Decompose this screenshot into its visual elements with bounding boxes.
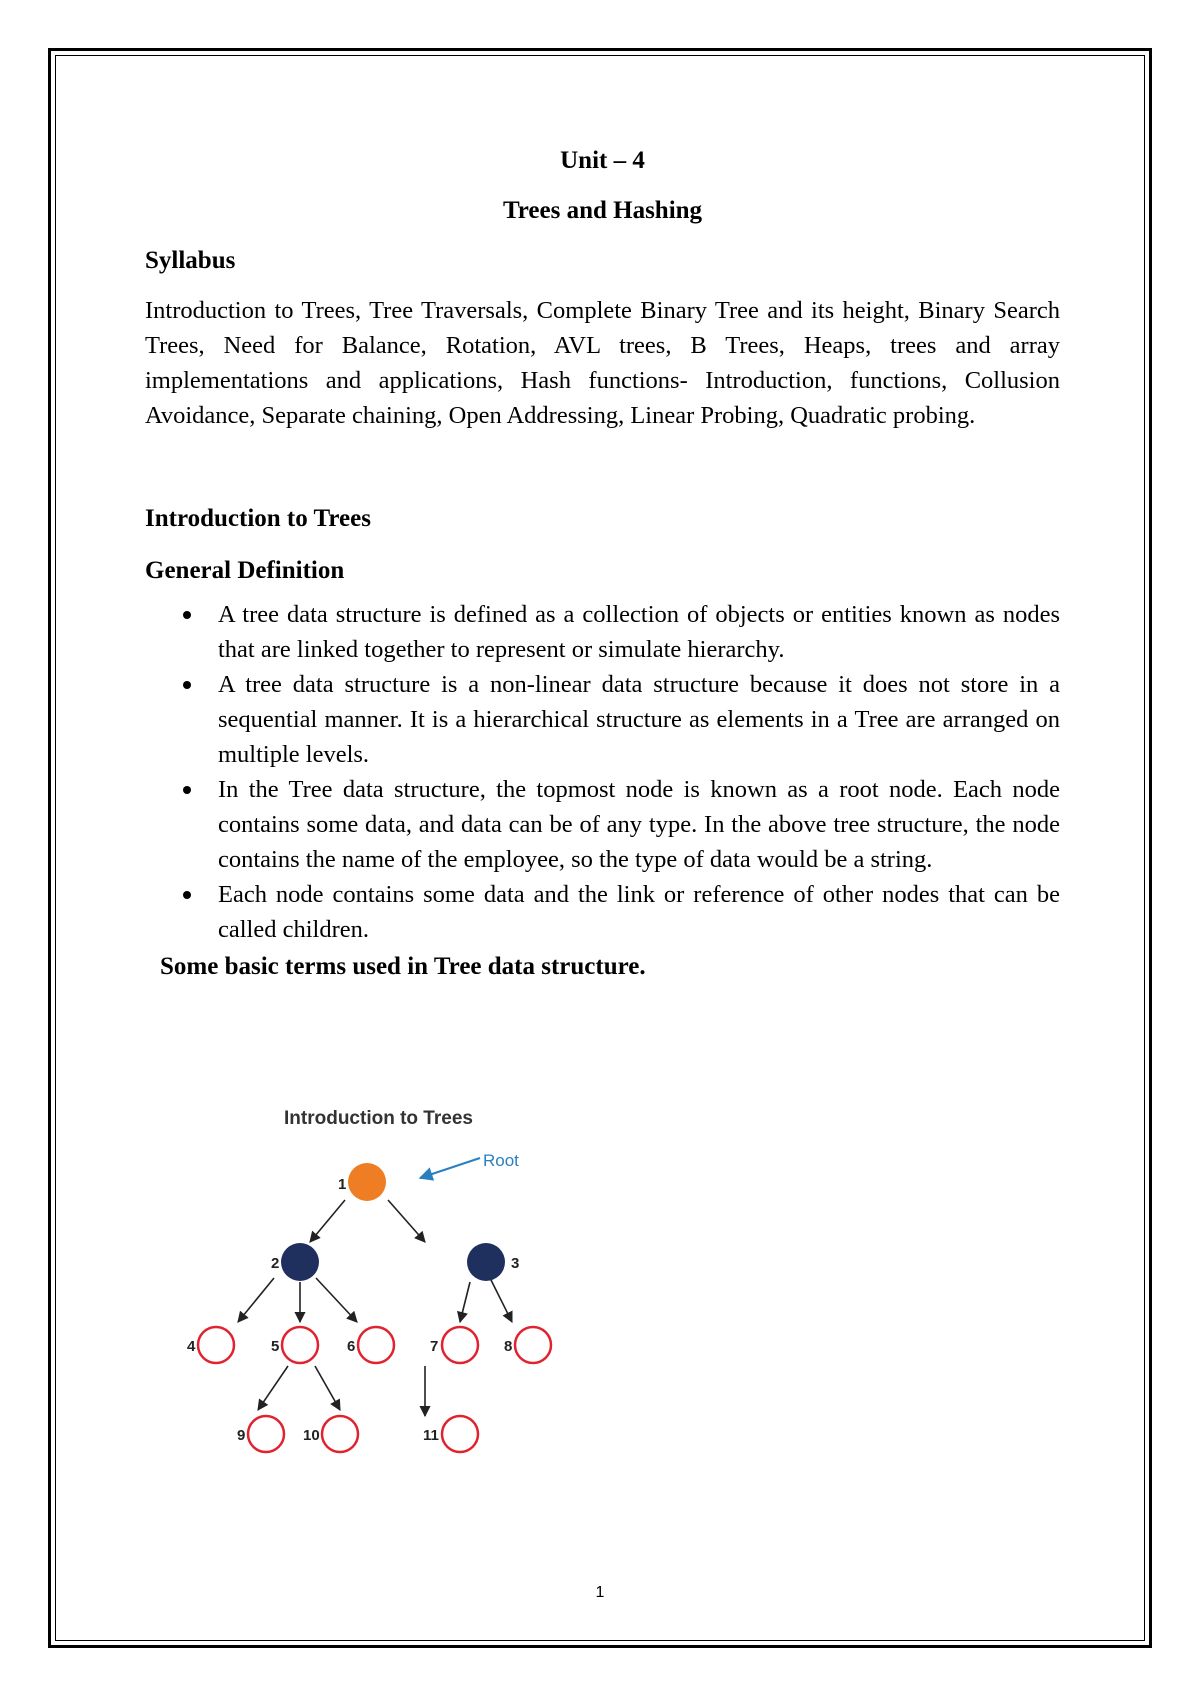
- node-label: 3: [511, 1255, 520, 1272]
- node-label: 5: [271, 1338, 280, 1355]
- node-label: 8: [504, 1338, 513, 1355]
- page-number: 1: [595, 1584, 605, 1601]
- bullet-icon: [183, 786, 191, 794]
- intro-heading: Introduction to Trees: [145, 505, 371, 532]
- page-title: Trees and Hashing: [502, 197, 703, 224]
- unit-heading: Unit – 4: [560, 147, 645, 174]
- edge-2-6: [316, 1278, 357, 1322]
- list-item: In the Tree data structure, the topmost node is known as a root node. Each node contains some data, and data can be of any type. In the above tree structure, the node contains the name of the employee, so the type of data would be a string.: [145, 772, 1060, 877]
- edge-1-2: [310, 1200, 345, 1242]
- node-label: 6: [347, 1338, 356, 1355]
- edge-3-8: [490, 1278, 512, 1322]
- root-pointer-arrow: [420, 1158, 480, 1178]
- edge-1-3: [388, 1200, 425, 1242]
- node-label: 4: [187, 1338, 196, 1355]
- bullet-icon: [183, 681, 191, 689]
- tree-node: [442, 1416, 478, 1452]
- tree-diagram: [160, 1098, 580, 1523]
- tree-node: [198, 1327, 234, 1363]
- list-item: Each node contains some data and the link or reference of other nodes that can be called children.: [145, 877, 1060, 947]
- bullet-icon: [183, 891, 191, 899]
- tree-node: [248, 1416, 284, 1452]
- list-item: A tree data structure is defined as a collection of objects or entities known as nodes that are linked together to represent or simulate hierarchy.: [145, 597, 1060, 667]
- syllabus-text: Introduction to Trees, Tree Traversals, Complete Binary Tree and its height, Binary Search Trees, Need for Balance, Rotation, AVL trees, B Trees, Heaps, trees and array implementations and applications, Hash functions- Introduction, functions, Collusion Avoidance, Separate chaining, Open Addressing, Linear Probing, Quadratic probing.: [145, 297, 1060, 429]
- node-label: 10: [303, 1427, 320, 1444]
- tree-node: [515, 1327, 551, 1363]
- tree-diagram-svg: [160, 1098, 580, 1518]
- node-label: 11: [423, 1427, 439, 1444]
- definition-list: [145, 597, 1060, 947]
- node-label: 7: [430, 1338, 439, 1355]
- edge-2-4: [238, 1278, 274, 1322]
- node-label: 9: [237, 1427, 246, 1444]
- bullet-icon: [183, 611, 191, 619]
- tree-node: [282, 1327, 318, 1363]
- page-content: [145, 145, 1060, 983]
- tree-node: [281, 1243, 319, 1281]
- node-label: 1: [338, 1176, 347, 1193]
- root-node: [348, 1163, 386, 1201]
- tree-node: [322, 1416, 358, 1452]
- tree-node: [467, 1243, 505, 1281]
- edge-5-10: [315, 1366, 340, 1410]
- general-definition-heading: General Definition: [145, 557, 345, 584]
- basic-terms-heading: Some basic terms used in Tree data structure.: [160, 953, 646, 980]
- diagram-title: Introduction to Trees: [284, 1108, 473, 1129]
- edge-3-7: [460, 1282, 470, 1322]
- tree-node: [358, 1327, 394, 1363]
- root-label: Root: [483, 1151, 519, 1170]
- tree-node: [442, 1327, 478, 1363]
- syllabus-heading: Syllabus: [145, 247, 236, 274]
- node-label: 2: [271, 1255, 280, 1272]
- list-item: A tree data structure is a non-linear data structure because it does not store in a sequential manner. It is a hierarchical structure as elements in a Tree are arranged on multiple levels.: [145, 667, 1060, 772]
- edge-5-9: [258, 1366, 288, 1410]
